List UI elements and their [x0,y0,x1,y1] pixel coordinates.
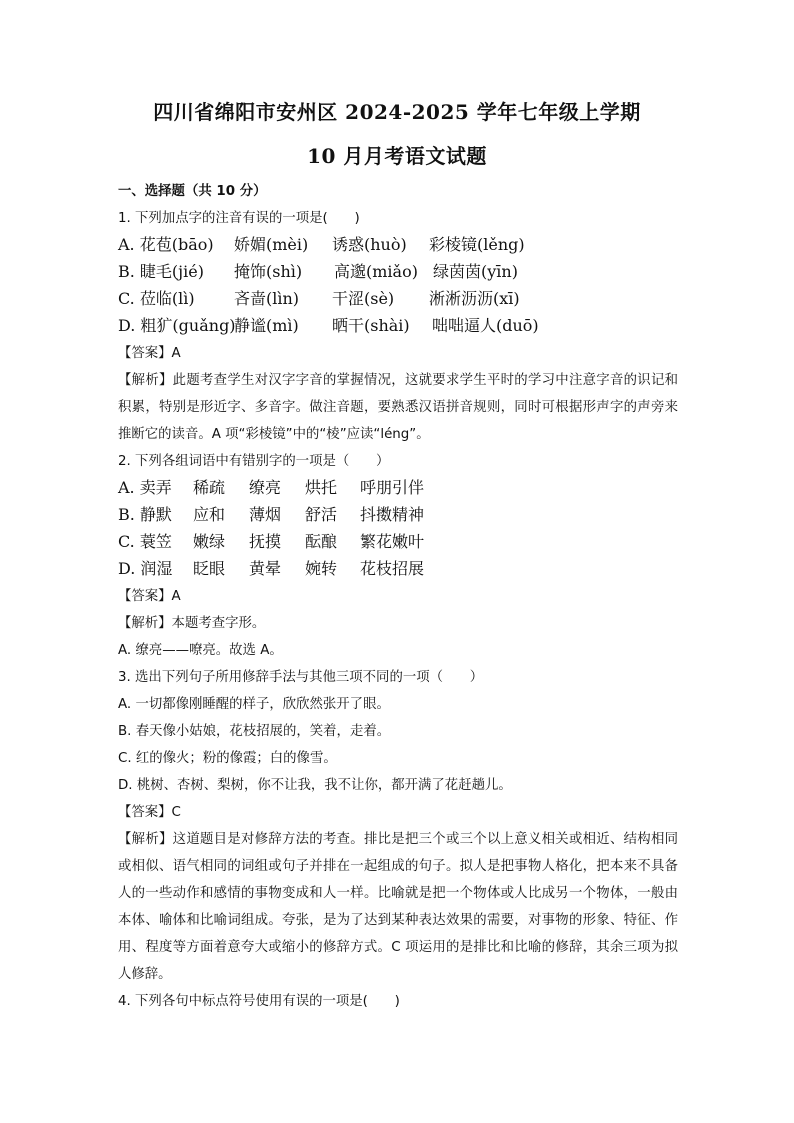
option-term: 缭亮 [249,478,282,497]
exam-content [118,178,678,1015]
option-term: 抖擞精神 [360,505,425,524]
question-3-stem: 3. 选出下列句子所用修辞手法与其他三项不同的一项（ ） [118,670,484,685]
question-2-analysis: 【解析】本题考查字形。 [118,616,266,631]
option-term: 稀疏 [193,478,226,497]
question-3-option-b: B. 春天像小姑娘，花枝招展的，笑着，走着。 [118,724,391,739]
option-term: 干涩(sè) [332,289,395,308]
question-3-answer: 【答案】C [118,805,181,820]
question-2-option-c [118,529,678,556]
option-term: C. 莅临(lì) [118,289,195,308]
option-term: A. 花苞(bāo) [118,235,214,254]
question-1-analysis: 【解析】此题考查学生对汉字字音的掌握情况，这就要求学生平时的学习中注意字音的识记和积累，特别是形近字、多音字。做注音题，要熟悉汉语拼音规则，同时可根据形声字的声旁来推断它的读音。A 项“彩棱镜”中的“棱”应读“léng”。 [118,373,678,442]
option-term: 绿茵茵(yīn) [433,262,518,281]
question-2-stem: 2. 下列各组词语中有错别字的一项是（ ） [118,454,390,469]
question-2-answer: 【答案】A [118,589,181,604]
option-term: D. 粗犷(guǎng) [118,316,236,335]
option-term: 薄烟 [249,505,282,524]
option-term: 繁花嫩叶 [360,532,425,551]
option-term: D. 润湿 [118,559,173,578]
question-1-answer: 【答案】A [118,346,181,361]
question-2-note: A. 缭亮——嘹亮。故选 A。 [118,643,283,658]
question-1-option-b [118,259,678,286]
option-term: 娇媚(mèi) [234,235,309,254]
question-4-stem: 4. 下列各句中标点符号使用有误的一项是( ) [118,994,400,1009]
question-2-option-b [118,502,678,529]
option-term: 酝酿 [305,532,338,551]
question-3-analysis: 【解析】这道题目是对修辞方法的考查。排比是把三个或三个以上意义相关或相近、结构相同或相似、语气相同的词组或句子并排在一起组成的句子。拟人是把事物人格化，把本来不具备人的一些动作和感情的事物变成和人一样。比喻就是把一个物体或人比成另一个物体，一般由本体、喻体和比喻词组成。夸张，是为了达到某种表达效果的需要，对事物的形象、特征、作用、程度等方面着意夸大或缩小的修辞方式。C 项运用的是排比和比喻的修辞，其余三项为拟人修辞。 [118,832,678,982]
question-1-option-a [118,232,678,259]
question-3-option-d: D. 桃树、杏树、梨树，你不让我，我不让你，都开满了花赶趟儿。 [118,778,512,793]
option-term: 花枝招展 [360,559,425,578]
option-term: 咄咄逼人(duō) [432,316,539,335]
option-term: 晒干(shài) [332,316,410,335]
option-term: C. 蓑笠 [118,532,172,551]
option-term: 诱惑(huò) [332,235,407,254]
option-term: 彩棱镜(lěng) [429,235,525,254]
option-term: 眨眼 [193,559,226,578]
option-term: 嫩绿 [193,532,226,551]
question-1-option-c [118,286,678,313]
question-2-option-a [118,475,678,502]
page-title-line2: 10 月月考语文试题 [307,144,487,168]
question-1-stem: 1. 下列加点字的注音有误的一项是( ) [118,211,360,226]
option-term: 抚摸 [249,532,282,551]
option-term: 呼朋引伴 [360,478,425,497]
option-term: 掩饰(shì) [234,262,303,281]
option-term: 静谧(mì) [234,316,299,335]
option-term: B. 静默 [118,505,172,524]
option-term: B. 睫毛(jié) [118,262,204,281]
page-title-line1: 四川省绵阳市安州区 2024-2025 学年七年级上学期 [153,100,641,124]
question-2-option-d [118,556,678,583]
option-term: A. 卖弄 [118,478,172,497]
option-term: 烘托 [305,478,338,497]
question-1-option-d [118,313,678,340]
option-term: 吝啬(lìn) [234,289,300,308]
option-term: 黄晕 [249,559,282,578]
section-heading: 一、选择题（共 10 分） [118,184,267,199]
option-term: 高邈(miǎo) [334,262,418,281]
option-term: 婉转 [305,559,338,578]
question-3-option-a: A. 一切都像刚睡醒的样子，欣欣然张开了眼。 [118,697,390,712]
option-term: 舒活 [305,505,338,524]
question-3-option-c: C. 红的像火；粉的像霞；白的像雪。 [118,751,337,766]
option-term: 应和 [193,505,226,524]
option-term: 淅淅沥沥(xī) [429,289,520,308]
